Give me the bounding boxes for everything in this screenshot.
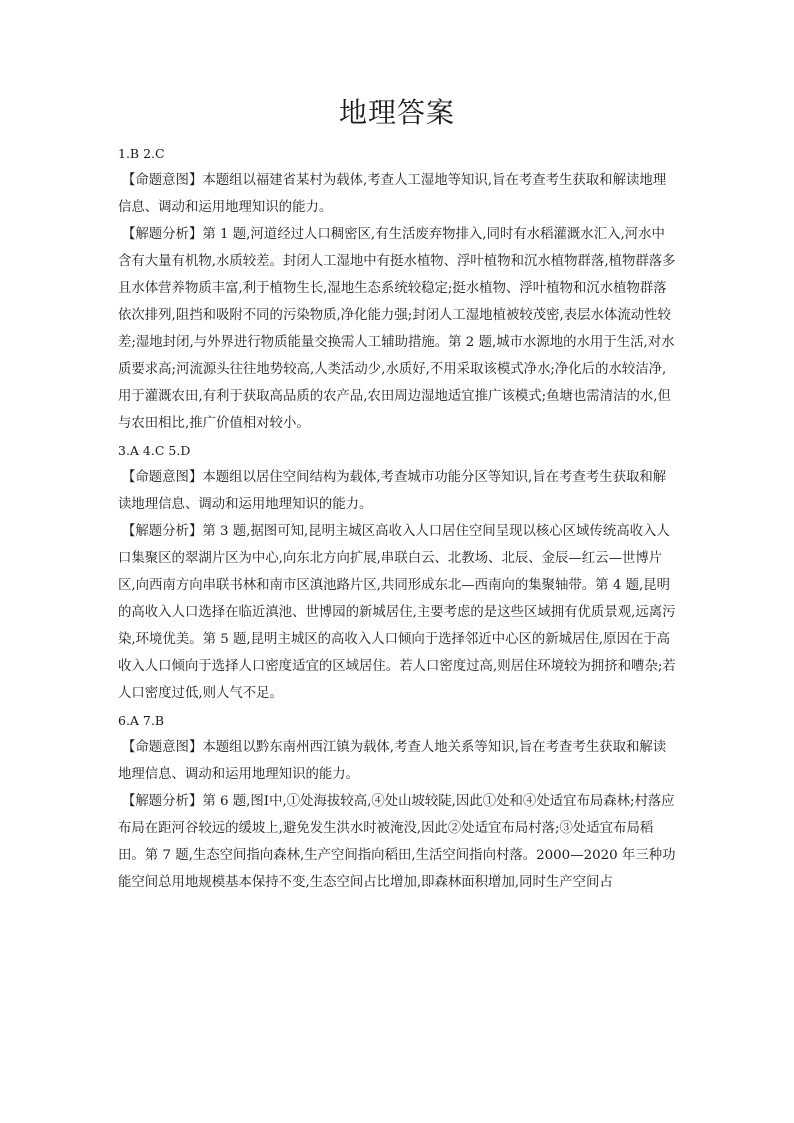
analysis-paragraph-3: 【解题分析】第 6 题,图Ⅰ中,①处海拔较高,④处山坡较陡,因此①处和④处适宜布局森林;村落应布局在距河谷较远的缓坡上,避免发生洪水时被淹没,因此②处适宜布局村落;③处适宜布局稻田。第 7 题,生态空间指向森林,生产空间指向稻田,生活空间指向村落。2000—2020 年三种功能空间总用地规模基本保持不变,生态空间占比增加,即森林面积增加,同时生产空间占 xyxy=(118,794,676,890)
intent-paragraph-2: 【命题意图】本题组以居住空间结构为载体,考查城市功能分区等知识,旨在考查考生获取和解读地理信息、调动和运用地理知识的能力。 xyxy=(118,470,667,512)
answer-line-3-5: 3.A 4.C 5.D xyxy=(118,443,191,458)
analysis-paragraph-1: 【解题分析】第 1 题,河道经过人口稠密区,有生活废弃物排入,同时有水稻灌溉水汇入,河水中含有大量有机物,水质较差。封闭人工湿地中有挺水植物、浮叶植物和沉水植物群落,植物群落多且水体营养物质丰富,利于植物生长,湿地生态系统较稳定;挺水植物、浮叶植物和沉水植物群落依次排列,阻挡和吸附不同的污染物质,净化能力强;封闭人工湿地植被较茂密,表层水体流动性较差;湿地封闭,与外界进行物质能量交换需人工辅助措施。第 2 题,城市水源地的水用于生活,对水质要求高;河流源头往往地势较高,人类活动少,水质好,不用采取该模式净水;净化后的水较洁净,用于灌溉农田,有利于获取高品质的农产品,农田周边湿地适宜推广该模式;鱼塘也需清洁的水,但与农田相比,推广价值相对较小。 xyxy=(118,227,676,431)
analysis-paragraph-2: 【解题分析】第 3 题,据图可知,昆明主城区高收入人口居住空间呈现以核心区域传统高收入人口集聚区的翠湖片区为中心,向东北方向扩展,串联白云、北教场、北辰、金辰—红云—世博片区,向西南方向串联书林和南市区滇池路片区,共同形成东北—西南向的集聚轴带。第 4 题,昆明的高收入人口选择在临近滇池、世博园的新城居住,主要考虑的是这些区域拥有优质景观,远离污染,环境优美。第 5 题,昆明主城区的高收入人口倾向于选择邻近中心区的新城居住,原因在于高收入人口倾向于选择人口密度适宜的区域居住。若人口密度过高,则居住环境较为拥挤和嘈杂;若人口密度过低,则人气不足。 xyxy=(118,524,676,701)
intent-paragraph-1: 【命题意图】本题组以福建省某村为载体,考查人工湿地等知识,旨在考查考生获取和解读地理信息、调动和运用地理知识的能力。 xyxy=(118,173,667,215)
answer-line-1-2: 1.B 2.C xyxy=(118,146,165,161)
page-title: 地理答案 xyxy=(338,96,455,129)
answer-content xyxy=(118,140,676,896)
answer-line-6-7: 6.A 7.B xyxy=(118,713,165,728)
intent-paragraph-3: 【命题意图】本题组以黔东南州西江镇为载体,考查人地关系等知识,旨在考查考生获取和解读地理信息、调动和运用地理知识的能力。 xyxy=(118,740,667,782)
